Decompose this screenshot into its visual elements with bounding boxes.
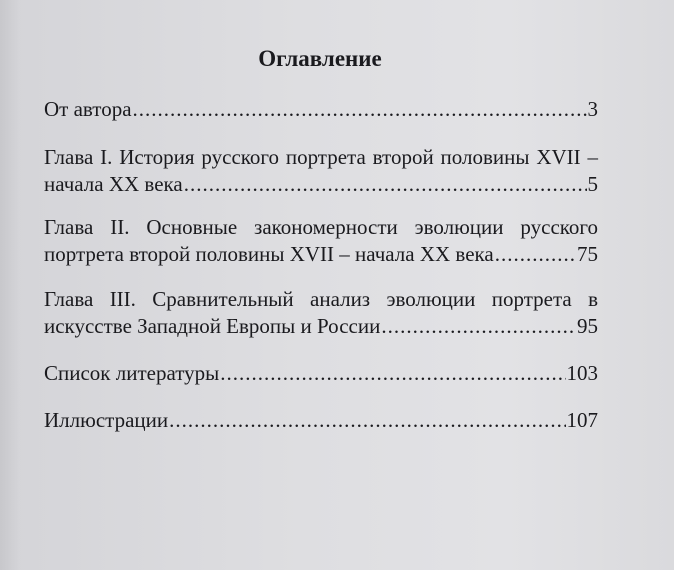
toc-entry-illustrations[interactable] — [44, 407, 598, 434]
dot-leader — [495, 241, 576, 268]
table-of-contents — [44, 96, 598, 452]
toc-entry-line — [44, 407, 598, 434]
toc-entry-heading: Глава III. Сравнительный анализ эволюции портрета в — [44, 287, 598, 311]
page-shadow — [0, 0, 20, 570]
toc-entry-references[interactable] — [44, 360, 598, 387]
toc-entry-chapter-1[interactable] — [44, 144, 598, 198]
toc-entry-chapter-2[interactable] — [44, 214, 598, 268]
dot-leader — [133, 96, 587, 123]
toc-entry-line — [44, 360, 598, 387]
toc-entry-heading: Глава II. Основные закономерности эволюции русского — [44, 215, 598, 239]
dot-leader — [381, 313, 576, 340]
toc-page-number: 103 — [566, 361, 598, 385]
dot-leader — [184, 171, 587, 198]
toc-entry-line — [44, 171, 598, 198]
toc-entry-label: искусстве Западной Европы и России — [44, 314, 381, 338]
toc-title: Оглавление — [258, 46, 382, 71]
toc-entry-author[interactable] — [44, 96, 598, 123]
toc-entry-chapter-3[interactable] — [44, 286, 598, 340]
toc-entry-label: От автора — [44, 97, 132, 121]
toc-entry-label: Список литературы — [44, 361, 220, 385]
toc-entry-line — [44, 96, 598, 123]
toc-entry-label: Иллюстрации — [44, 408, 169, 432]
toc-entry-label: портрета второй половины XVII – начала XX века — [44, 242, 494, 266]
toc-page-number: 3 — [587, 97, 598, 121]
toc-entry-label: начала XX века — [44, 172, 183, 196]
toc-entry-line — [44, 241, 598, 268]
toc-page-number: 75 — [577, 242, 598, 266]
toc-page-number: 107 — [566, 408, 598, 432]
toc-entry-heading: Глава I. История русского портрета второй половины XVII – — [44, 145, 598, 169]
toc-page-number: 5 — [587, 172, 598, 196]
toc-page-number: 95 — [577, 314, 598, 338]
dot-leader — [220, 360, 565, 387]
toc-entry-line — [44, 313, 598, 340]
dot-leader — [169, 407, 565, 434]
